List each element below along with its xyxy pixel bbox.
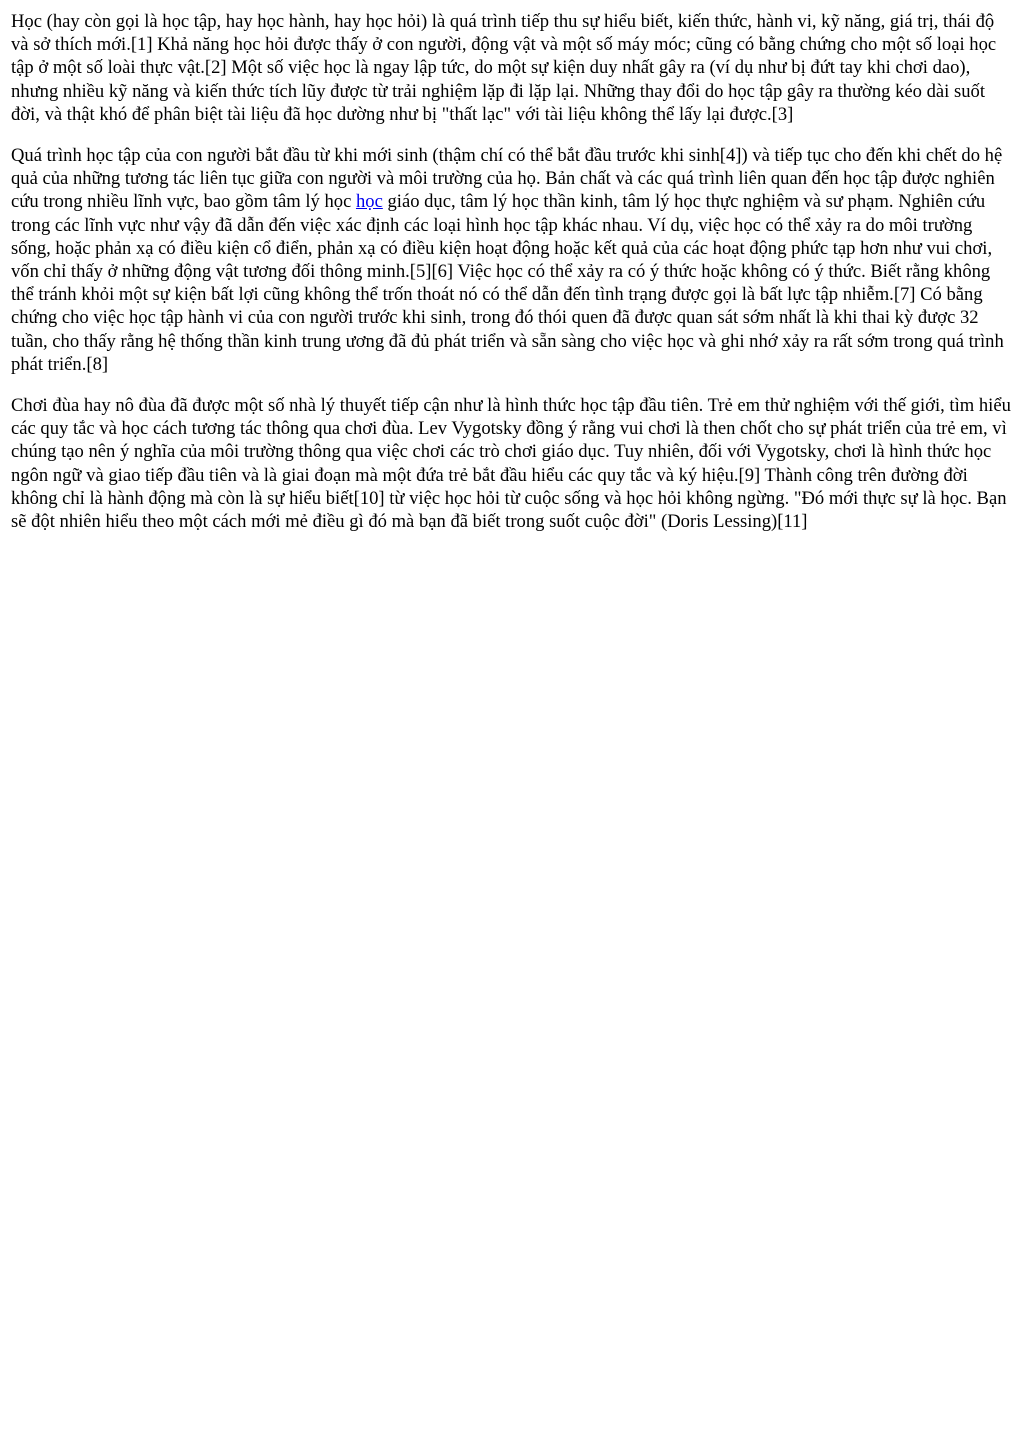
paragraph-definition: Học (hay còn gọi là học tập, hay học hành, hay học hỏi) là quá trình tiếp thu sự hiểu biết, kiến thức, hành vi, kỹ năng, giá trị, thái độ và sở thích mới.[1] Khả năng học hỏi được thấy ở con người, động vật và một số máy móc; cũng có bằng chứng cho một số loại học tập ở một số loài thực vật.[2] Một số việc học là ngay lập tức, do một sự kiện duy nhất gây ra (ví dụ như bị đứt tay khi chơi dao), nhưng nhiều kỹ năng và kiến thức tích lũy được từ trải nghiệm lặp đi lặp lại. Những thay đổi do học tập gây ra thường kéo dài suốt đời, và thật khó để phân biệt tài liệu đã học dường như bị "thất lạc" với tài liệu không thể lấy lại được.[3] [11,11,997,125]
paragraph-play-learning: Chơi đùa hay nô đùa đã được một số nhà lý thuyết tiếp cận như là hình thức học tập đầu tiên. Trẻ em thử nghiệm với thế giới, tìm hiểu các quy tắc và học cách tương tác thông qua chơi đùa. Lev Vygotsky đồng ý rằng vui chơi là then chốt cho sự phát triển của trẻ em, vì chúng tạo nên ý nghĩa của môi trường thông qua việc chơi các trò chơi giáo dục. Tuy nhiên, đối với Vygotsky, chơi là hình thức học ngôn ngữ và giao tiếp đầu tiên và là giai đoạn mà một đứa trẻ bắt đầu hiểu các quy tắc và ký hiệu.[9] Thành công trên đường đời không chỉ là hành động mà còn là sự hiểu biết[10] từ việc học hỏi từ cuộc sống và học hỏi không ngừng. "Đó mới thực sự là học. Bạn sẽ đột nhiên hiểu theo một cách mới mẻ điều gì đó mà bạn đã biết trong suốt cuộc đời" (Doris Lessing)[11] [11,395,1011,533]
paragraph-text-before-link: Quá trình học tập của con người bắt đầu từ khi mới sinh (thậm chí có thể bắt đầu trước khi sinh[4]) và tiếp tục cho đến khi chết do hệ quả của những tương tác liên tục giữa con người và môi trường của họ. Bản chất và các quá trình liên quan đến học tập được nghiên cứu trong nhiều lĩnh vực, bao gồm tâm lý học [11,145,1003,213]
link-hoc[interactable]: học [355,191,383,213]
article-body [11,10,1012,533]
paragraph-text-after-link: giáo dục, tâm lý học thần kinh, tâm lý học thực nghiệm và sư phạm. Nghiên cứu trong các lĩnh vực như vậy đã dẫn đến việc xác định các loại hình học tập khác nhau. Ví dụ, việc học có thể xảy ra do môi trường sống, hoặc phản xạ có điều kiện cổ điển, phản xạ có điều kiện hoạt động hoặc kết quả của các hoạt động phức tạp hơn như vui chơi, vốn chỉ thấy ở những động vật tương đối thông minh.[5][6] Việc học có thể xảy ra có ý thức hoặc không có ý thức. Biết rằng không thể tránh khỏi một sự kiện bất lợi cũng không thể trốn thoát nó có thể dẫn đến tình trạng được gọi là bất lực tập nhiễm.[7] Có bằng chứng cho việc học tập hành vi của con người trước khi sinh, trong đó thói quen đã được quan sát sớm nhất là khi thai kỳ được 32 tuần, cho thấy rằng hệ thống thần kinh trung ương đã đủ phát triển và sẵn sàng cho việc học và ghi nhớ xảy ra rất sớm trong quá trình phát triển.[8] [11,191,1004,375]
paragraph-human-learning [11,144,1012,376]
